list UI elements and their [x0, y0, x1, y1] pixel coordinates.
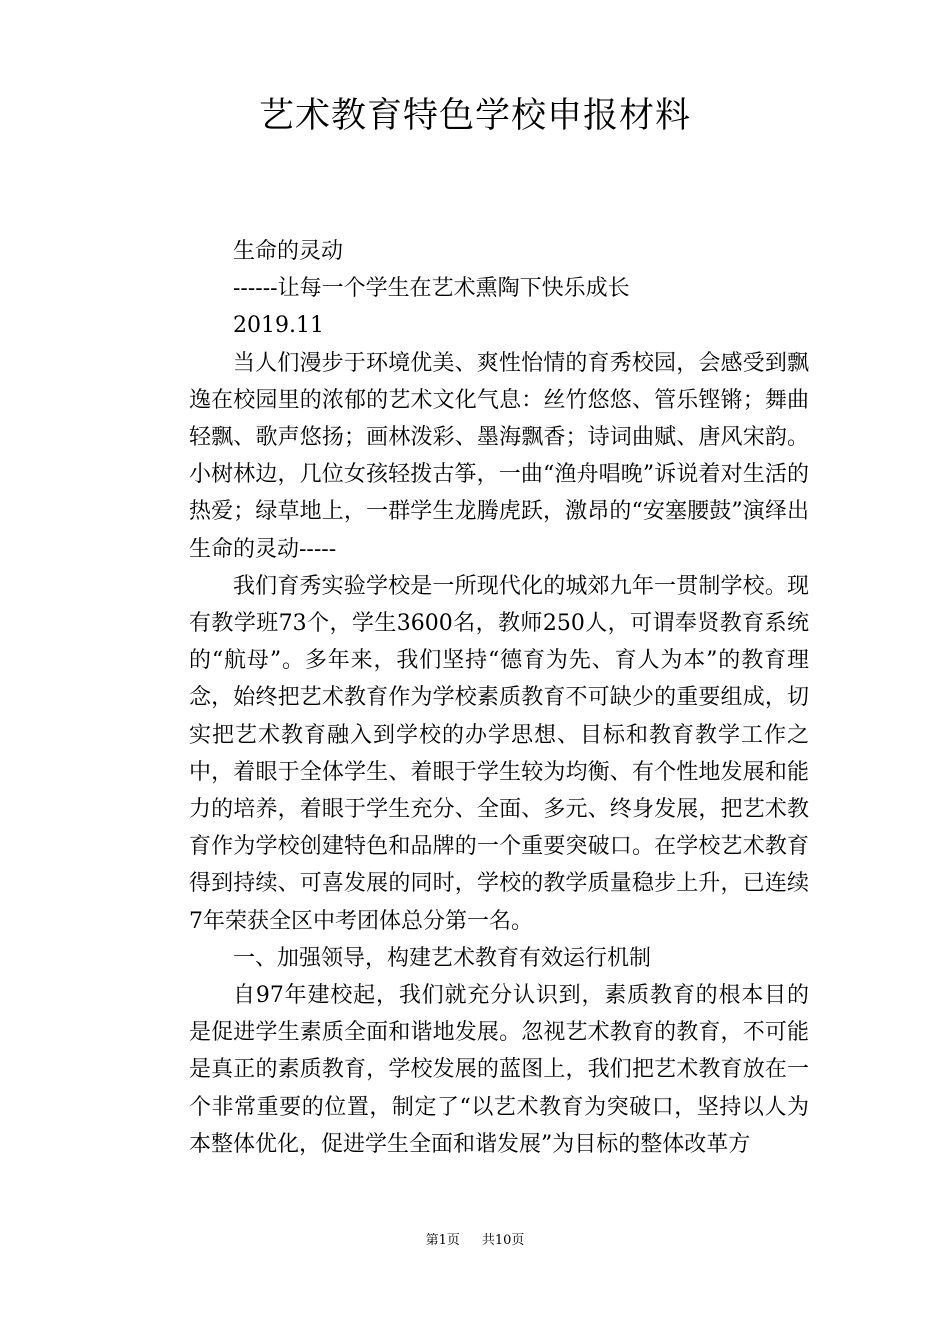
page-footer [0, 1232, 950, 1250]
document-title: 艺术教育特色学校申报材料 [258, 96, 691, 136]
subtitle-sub: ------让每一个学生在艺术熏陶下快乐成长 [233, 276, 630, 302]
paragraph-school-overview: 我们育秀实验学校是一所现代化的城郊九年一贯制学校。现有教学班73个，学生3600名，教师250人，可谓奉贤教育系统的“航母”。多年来，我们坚持“德育为先、育人为本”的教育理念，始终把艺术教育作为学校素质教育不可缺少的重要组成，切实把艺术教育融入到学校的办学思想、目标和教育教学工作之中，着眼于全体学生、着眼于学生较为均衡、有个性地发展和能力的培养，着眼于学生充分、全面、多元、终身发展，把艺术教育作为学校创建特色和品牌的一个重要突破口。在学校艺术教育得到持续、可喜发展的同时，学校的教学质量稳步上升，已连续7年荣获全区中考团体总分第一名。 [189, 573, 809, 934]
document-date: 2019.11 [233, 313, 324, 339]
document-body [189, 233, 809, 1163]
page-total: 共10页 [481, 1233, 525, 1248]
paragraph-intro: 当人们漫步于环境优美、爽性怡情的育秀校园，会感受到飘逸在校园里的浓郁的艺术文化气息：丝竹悠悠、管乐铿锵；舞曲轻飘、歌声悠扬；画林泼彩、墨海飘香；诗词曲赋、唐风宋韵。小树林边，几位女孩轻拨古筝，一曲“渔舟唱晚”诉说着对生活的热爱；绿草地上，一群学生龙腾虎跃，激昂的“安塞腰鼓”演绎出生命的灵动----- [189, 350, 809, 562]
section-heading: 一、加强领导，构建艺术教育有效运行机制 [233, 945, 652, 971]
page-number: 第1页 [425, 1233, 460, 1248]
paragraph-section-one: 自97年建校起，我们就充分认识到，素质教育的根本目的是促进学生素质全面和谐地发展。忽视艺术教育的教育，不可能是真正的素质教育，学校发展的蓝图上，我们把艺术教育放在一个非常重要的位置，制定了“以艺术教育为突破口，坚持以人为本整体优化，促进学生全面和谐发展”为目标的整体改革方 [189, 983, 809, 1157]
subtitle-main: 生命的灵动 [233, 239, 344, 264]
